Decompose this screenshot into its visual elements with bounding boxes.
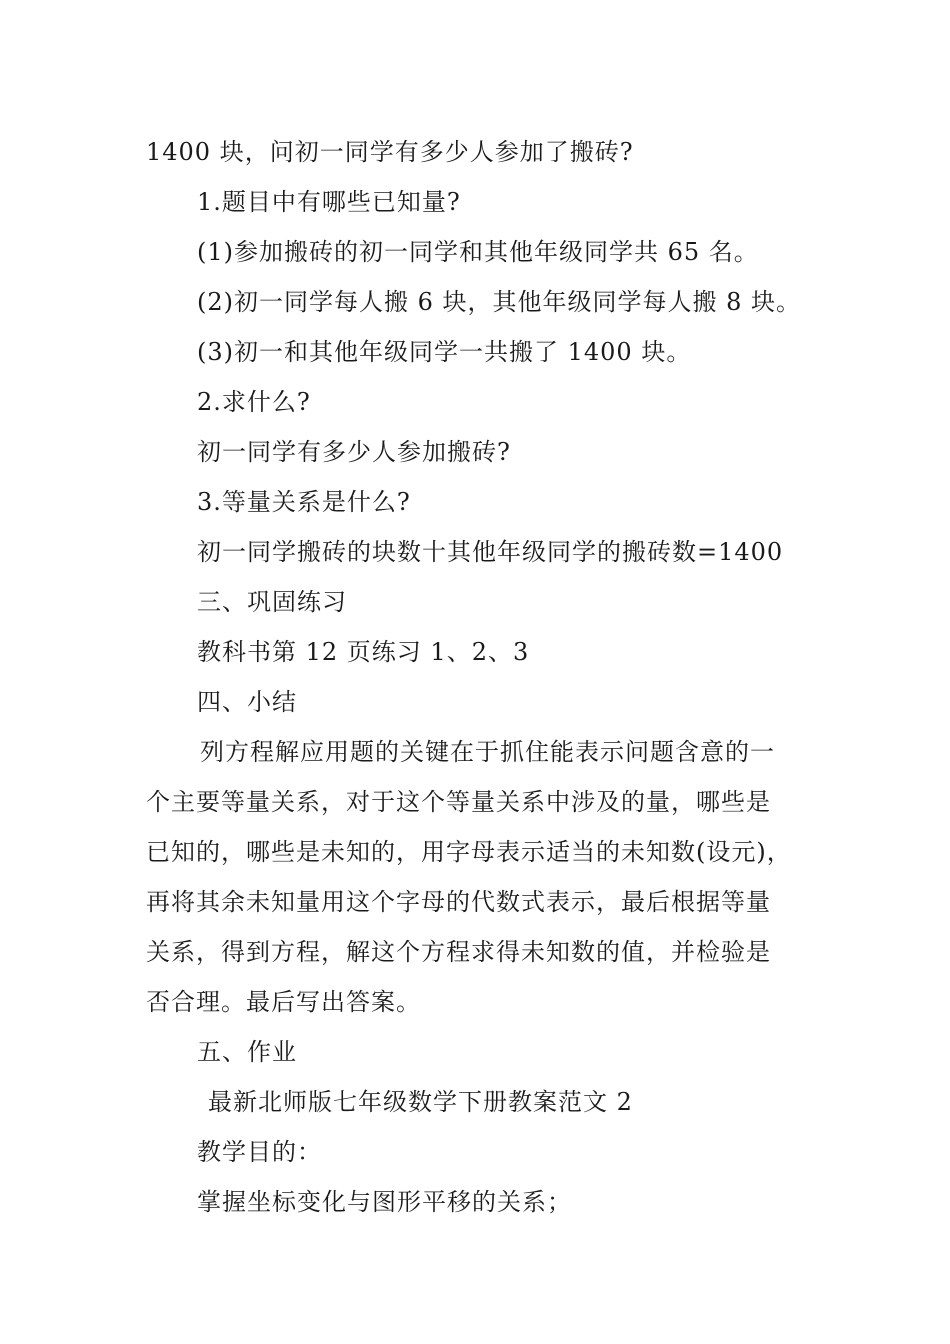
- document-title: 最新北师版七年级数学下册教案范文 2: [208, 1088, 633, 1116]
- text-line: (1)参加搬砖的初一同学和其他年级同学共 65 名。: [197, 238, 759, 266]
- text-line: 掌握坐标变化与图形平移的关系；: [197, 1188, 572, 1216]
- text-line: 初一同学搬砖的块数十其他年级同学的搬砖数=1400: [197, 538, 784, 566]
- text-line: 列方程解应用题的关键在于抓住能表示问题含意的一: [200, 738, 775, 766]
- text-line: 否合理。最后写出答案。: [146, 988, 421, 1016]
- text-line: 再将其余未知量用这个字母的代数式表示，最后根据等量: [146, 888, 771, 916]
- text-line: 教科书第 12 页练习 1、2、3: [197, 638, 530, 666]
- text-line: 3.等量关系是什么?: [197, 488, 411, 516]
- section-heading: 五、作业: [197, 1038, 297, 1066]
- text-line: 初一同学有多少人参加搬砖?: [197, 438, 511, 466]
- text-line: 1400 块，问初一同学有多少人参加了搬砖?: [146, 138, 634, 166]
- text-line: (2)初一同学每人搬 6 块，其他年级同学每人搬 8 块。: [197, 288, 802, 316]
- section-heading: 三、巩固练习: [197, 588, 347, 616]
- text-line: 个主要等量关系，对于这个等量关系中涉及的量，哪些是: [146, 788, 771, 816]
- text-line: 已知的，哪些是未知的，用字母表示适当的未知数(设元)，: [146, 838, 792, 866]
- section-heading: 四、小结: [197, 688, 297, 716]
- text-line: 关系，得到方程，解这个方程求得未知数的值，并检验是: [146, 938, 771, 966]
- text-line: (3)初一和其他年级同学一共搬了 1400 块。: [197, 338, 692, 366]
- text-line: 教学目的：: [197, 1138, 322, 1166]
- text-line: 2.求什么?: [197, 388, 311, 416]
- text-line: 1.题目中有哪些已知量?: [197, 188, 461, 216]
